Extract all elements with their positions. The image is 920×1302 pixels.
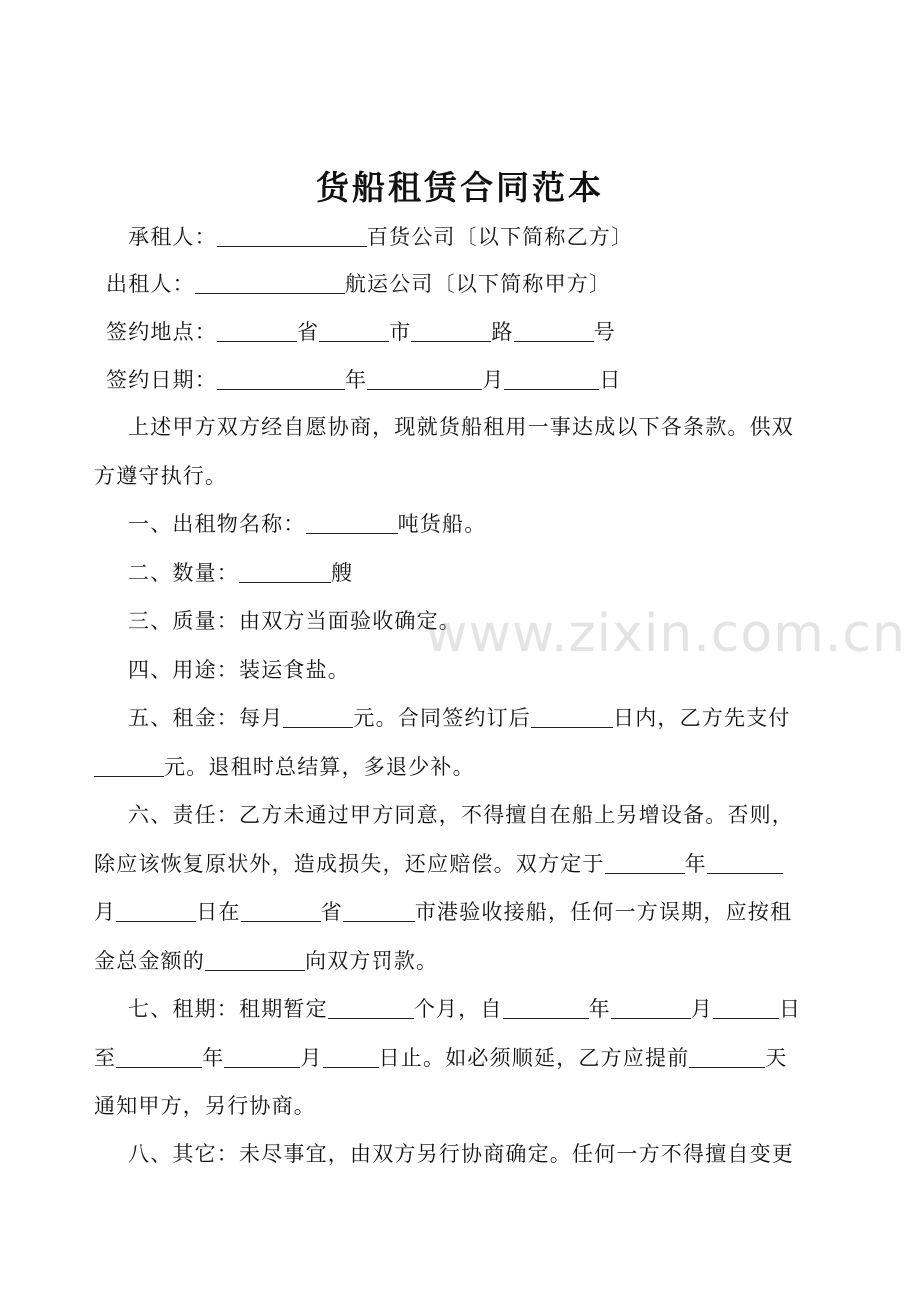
day-label: 日 [599, 368, 622, 392]
clause-7-c: 年 [588, 997, 611, 1021]
end-month-blank [224, 1049, 300, 1068]
clause-3: 三、质量：由双方当面验收确定。 [128, 609, 461, 633]
clause-1-prefix: 一、出租物名称： [128, 512, 306, 536]
month-label: 月 [482, 368, 505, 392]
city-label: 市 [389, 320, 412, 344]
lessee-label: 承租人： [128, 225, 217, 249]
city-blank [319, 323, 389, 342]
days-blank [531, 709, 613, 728]
penalty-blank [205, 952, 305, 971]
clause-1-suffix: 吨货船。 [397, 512, 487, 536]
clause-7-d: 月 [690, 997, 714, 1021]
clause-2-suffix: 艘 [331, 561, 354, 585]
document-title: 货船租赁合同范本 [316, 168, 604, 207]
date-line [106, 365, 622, 395]
clause-7-a: 七、租期：租期暂定 [128, 997, 328, 1021]
day-blank [504, 371, 599, 390]
month-blank [367, 371, 482, 390]
prepay-blank [94, 758, 164, 777]
lessee-blank [217, 228, 367, 247]
handover-year-blank [605, 855, 685, 874]
clause-8: 八、其它：未尽事宜，由双方另行协商确定。任何一方不得擅自变更 [128, 1142, 794, 1166]
clause-5-a: 五、租金：每月 [128, 706, 284, 730]
clause-7-f: 至 [94, 1046, 117, 1070]
clause-1 [128, 509, 486, 539]
clause-2-prefix: 二、数量： [128, 561, 239, 585]
clause-7-line-1 [128, 994, 801, 1024]
clause-5-c: 日内，乙方先支付 [613, 706, 791, 730]
clause-7-h: 月 [300, 1046, 323, 1070]
clause-6-line3a: 月 [94, 900, 117, 924]
end-day-blank [323, 1049, 379, 1068]
clause-6-line2b: 年 [684, 852, 707, 876]
clause-7-j: 天 [765, 1046, 788, 1070]
province-blank [217, 323, 297, 342]
lessee-line [128, 222, 633, 252]
clause-5-d: 元。退租时总结算，多退少补。 [164, 755, 475, 779]
clause-7-e: 日 [779, 997, 802, 1021]
clause-2 [128, 558, 353, 588]
intro-line-2: 方遵守执行。 [94, 464, 228, 488]
clause-6-line4b: 向双方罚款。 [305, 949, 439, 973]
date-label: 签约日期： [106, 368, 217, 392]
clause-6-line4a: 金总金额的 [94, 949, 205, 973]
clause-6-line-3 [94, 897, 792, 927]
clause-7-line-2 [94, 1043, 788, 1073]
clause-6-line-2 [94, 849, 783, 879]
road-blank [411, 323, 491, 342]
start-year-blank [503, 1000, 589, 1019]
clause-6-line3c: 省 [320, 900, 343, 924]
clause-6-line2a: 除应该恢复原状外，造成损失，还应赔偿。双方定于 [94, 852, 605, 876]
clause-6-line-4 [94, 946, 438, 976]
clause-7-b: 个月，自 [413, 997, 503, 1021]
intro-line-1: 上述甲方双方经自愿协商，现就货船租用一事达成以下各条款。供双 [128, 415, 794, 439]
tonnage-blank [306, 515, 398, 534]
rent-blank [283, 709, 353, 728]
clause-5-line-1 [128, 703, 791, 733]
start-month-blank [611, 1000, 691, 1019]
end-year-blank [116, 1049, 202, 1068]
lessor-label: 出租人： [106, 272, 195, 296]
lessee-suffix: 百货公司〔以下简称乙方〕 [366, 225, 634, 249]
term-months-blank [328, 1000, 414, 1019]
clause-7-i: 日止。如必须顺延，乙方应提前 [378, 1046, 690, 1070]
clause-5-b: 元。合同签约订后 [353, 706, 532, 730]
start-day-blank [713, 1000, 779, 1019]
number-label: 号 [593, 320, 616, 344]
place-line [106, 317, 616, 347]
lessor-blank [195, 275, 345, 294]
quantity-blank [239, 564, 331, 583]
number-blank [514, 323, 594, 342]
clause-6-line-1: 六、责任：乙方未通过甲方同意，不得擅自在船上另增设备。否则， [128, 803, 794, 827]
year-blank [217, 371, 345, 390]
place-label: 签约地点： [106, 320, 217, 344]
notice-days-blank [689, 1049, 765, 1068]
clause-6-line3b: 日在 [196, 900, 241, 924]
handover-day-blank [116, 903, 196, 922]
road-label: 路 [491, 320, 514, 344]
clause-5-line-2 [94, 752, 475, 782]
lessor-line [106, 269, 611, 299]
handover-province-blank [241, 903, 321, 922]
clause-7-g: 年 [202, 1046, 225, 1070]
watermark: www.zixin.com.cn [425, 604, 906, 664]
handover-month-blank-top [707, 855, 783, 874]
clause-6-line3d: 市港验收接船，任何一方误期，应按租 [414, 900, 793, 924]
clause-7-line-3: 通知甲方，另行协商。 [94, 1094, 316, 1118]
year-label: 年 [345, 368, 368, 392]
province-label: 省 [297, 320, 320, 344]
lessor-suffix: 航运公司〔以下简称甲方〕 [344, 272, 612, 296]
clause-4: 四、用途：装运食盐。 [128, 658, 350, 682]
handover-city-blank [343, 903, 415, 922]
